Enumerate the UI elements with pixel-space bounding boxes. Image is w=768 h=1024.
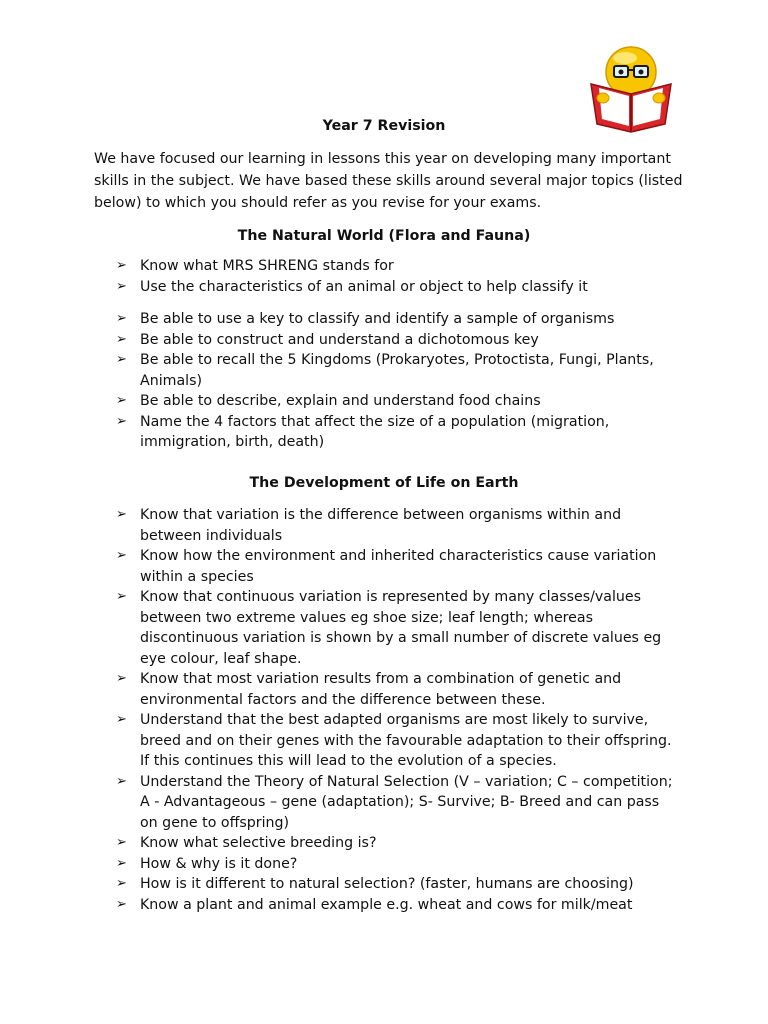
list-item: ➢ Understand that the best adapted organisms are most likely to survive, breed and on their genes with the favourable adaptation to their offspring. If this continues this will lead to the evolution of a species. <box>116 712 672 769</box>
bullet-arrow-icon: ➢ <box>116 773 127 789</box>
bullet-arrow-icon: ➢ <box>116 507 127 522</box>
bullet-arrow-icon: ➢ <box>116 671 127 686</box>
bullet-arrow-icon: ➢ <box>116 835 127 850</box>
list-item: ➢ Know what MRS SHRENG stands for <box>116 256 676 277</box>
bullet-arrow-icon: ➢ <box>116 413 127 429</box>
natural-world-list-a <box>116 256 676 297</box>
list-item: ➢ How & why is it done? <box>116 854 676 875</box>
bullet-arrow-icon: ➢ <box>116 876 127 891</box>
list-item: ➢ How is it different to natural selection? (faster, humans are choosing) <box>116 874 676 895</box>
list-item: ➢ Use the characteristics of an animal or object to help classify it <box>116 277 676 298</box>
bullet-arrow-icon: ➢ <box>116 352 127 367</box>
list-item: ➢ Be able to describe, explain and understand food chains <box>116 391 676 412</box>
bullet-arrow-icon: ➢ <box>116 258 127 273</box>
natural-world-list-b <box>116 309 676 453</box>
bullet-arrow-icon: ➢ <box>116 548 127 563</box>
list-item: ➢ Be able to use a key to classify and identify a sample of organisms <box>116 309 676 330</box>
list-item: ➢ Understand the Theory of Natural Selection (V – variation; C – competition; A - Advantageous – gene (adaptation); S- Survive; B- Breed and can pass on gene to offspring) <box>116 773 673 831</box>
bullet-arrow-icon: ➢ <box>116 311 127 326</box>
list-item: ➢ Know a plant and animal example e.g. wheat and cows for milk/meat <box>116 895 676 916</box>
bullet-arrow-icon: ➢ <box>116 589 127 604</box>
list-item: ➢ Know that variation is the difference between organisms within and between individuals <box>116 507 622 544</box>
list-item: ➢ Be able to recall the 5 Kingdoms (Prokaryotes, Protoctista, Fungi, Plants, Animals) <box>116 352 654 389</box>
page-title: Year 7 Revision <box>322 118 446 134</box>
section-heading-natural-world: The Natural World (Flora and Fauna) <box>237 228 531 244</box>
bullet-arrow-icon: ➢ <box>116 896 127 912</box>
bullet-arrow-icon: ➢ <box>116 331 127 347</box>
development-of-life-list <box>116 505 676 915</box>
section-heading-development-of-life: The Development of Life on Earth <box>249 475 519 491</box>
bullet-arrow-icon: ➢ <box>116 855 127 871</box>
list-item: ➢ Know that most variation results from a combination of genetic and environmental factors and the difference between these. <box>116 671 622 708</box>
bullet-arrow-icon: ➢ <box>116 393 127 408</box>
list-item: ➢ Know that continuous variation is represented by many classes/values between two extreme values eg shoe size; leaf length; whereas discontinuous variation is shown by a small number of discrete values eg eye colour, leaf shape. <box>116 589 662 667</box>
bullet-arrow-icon: ➢ <box>116 278 127 294</box>
list-item: ➢ Know what selective breeding is? <box>116 833 676 854</box>
bullet-arrow-icon: ➢ <box>116 712 127 727</box>
list-item: ➢ Be able to construct and understand a dichotomous key <box>116 330 676 351</box>
intro-paragraph: We have focused our learning in lessons this year on developing many important skills in the subject. We have based these skills around several major topics (listed below) to which you should refer as you revise for your exams. <box>94 151 683 211</box>
list-item: ➢ Know how the environment and inherited characteristics cause variation within a species <box>116 548 657 585</box>
list-item: ➢ Name the 4 factors that affect the size of a population (migration, immigration, birth, death) <box>116 413 610 450</box>
